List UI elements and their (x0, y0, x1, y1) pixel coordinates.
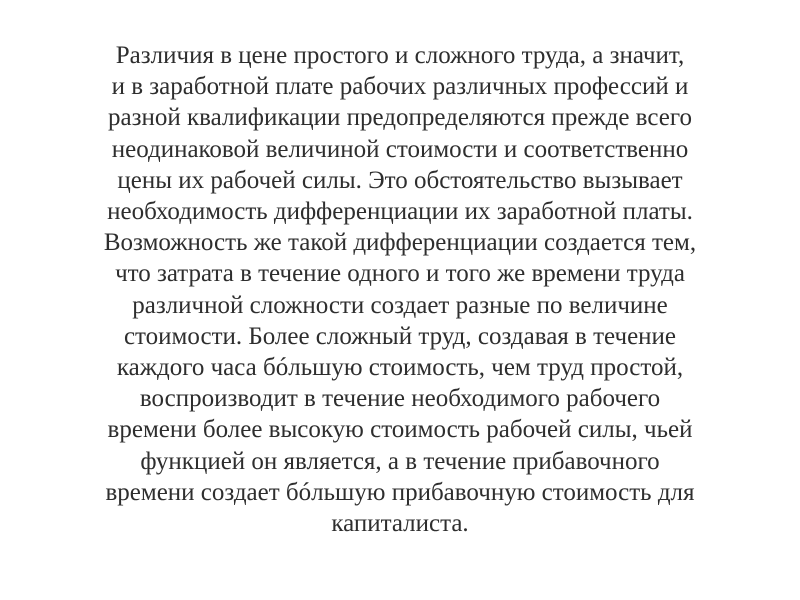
paragraph-line: времени более высокую стоимость рабочей силы, чьей (107, 416, 693, 444)
paragraph-line: необходимость дифференциации их заработной платы. (107, 198, 693, 226)
paragraph-line: разной квалификации предопределяются прежде всего (108, 104, 692, 132)
paragraph-line: воспроизводит в течение необходимого рабочего (139, 385, 661, 413)
body-paragraph (40, 40, 760, 539)
paragraph-line: неодинаковой величиной стоимости и соответственно (111, 135, 689, 163)
paragraph-line: функцией он является, а в течение прибавочного (140, 447, 660, 475)
paragraph-line: что затрата в течение одного и того же времени труда (115, 260, 685, 288)
paragraph-line: Возможность же такой дифференциации создается тем, (103, 229, 697, 257)
paragraph-line: различной сложности создает разные по величине (132, 291, 668, 319)
paragraph-line: цены их рабочей силы. Это обстоятельство вызывает (117, 166, 683, 194)
paragraph-line: капиталиста. (331, 510, 469, 538)
paragraph-line: и в заработной плате рабочих различных профессий и (111, 73, 689, 101)
paragraph-line: времени создает бóльшую прибавочную стоимость для (105, 478, 695, 506)
paragraph-line: каждого часа бóльшую стоимость, чем труд простой, (116, 354, 684, 382)
paragraph-line: Различия в цене простого и сложного труда, а значит, (115, 42, 685, 69)
paragraph-line: стоимости. Более сложный труд, создавая в течение (123, 322, 677, 350)
